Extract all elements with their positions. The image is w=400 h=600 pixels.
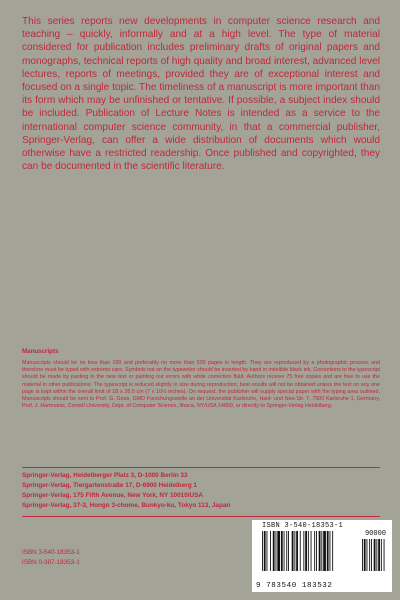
isbn-list — [22, 548, 80, 568]
divider-top — [22, 467, 380, 468]
address-berlin: Springer-Verlag, Heidelberger Platz 3, D-1000 Berlin 33 — [22, 472, 188, 479]
barcode-number: 9 783540 183532 — [256, 582, 333, 590]
publisher-addresses — [22, 471, 380, 511]
divider-bottom — [22, 516, 380, 517]
series-description: This series reports new developments in computer science research and teaching – quickly, informally and at a high level. The type of material considered for publication includes preliminary drafts of original papers and monographs, technical reports of high quality and broad interest, advanced level lectures, reports of meetings, provided they are of exceptional interest and focused on a single topic. The timeliness of a manuscript is more important than its form which may be unfinished or tentative. If possible, a subject index should be included. Publication of Lecture Notes is intended as a service to the international computer science community, in that a commercial publisher, Springer-Verlag, can offer a wide distribution of documents which would otherwise have a restricted readership. Once published and copyrighted, they can be documented in the scientific literature. — [22, 16, 380, 173]
manuscripts-heading: Manuscripts — [22, 348, 59, 355]
isbn-springer-new-york: ISBN 0-387-18353-1 — [22, 559, 80, 566]
manuscripts-text: Manuscripts should be no less than 100 and preferably no more than 500 pages in length. They are reproduced by a photographic process and therefore must be typed with extreme care. Symbols not on the typewriter should be inserted by hand in indelible black ink. Corrections to the typescript should be made by pasting in the new text or painting out errors with white correction fluid. Authors receive 75 free copies and are free to use the material in other publications. The typescript is reduced slightly in size during reproduction; best results will not be obtained unless the text on any one page is kept within the overall limit of 18 x 26.5 cm (7 x 10½ inches). On request, the publisher will supply special paper with the typing area outlined. Manuscripts should be sent to Prof. G. Goos, GMD Forschungsstelle an der Universität Karlsruhe, Haid- und Neu-Str. 7, 7500 Karlsruhe 1, Germany, Prof. J. Hartmanis, Cornell University, Dept. of Computer Science, Ithaca, NY/USA 14850, or directly to Springer-Verlag Heidelberg. — [22, 360, 380, 410]
barcode-bars — [262, 531, 386, 577]
address-heidelberg: Springer-Verlag, Tiergartenstraße 17, D-6900 Heidelberg 1 — [22, 482, 197, 490]
address-tokyo: Springer-Verlag, 37-3, Hongo 3-chome, Bunkyo-ku, Tokyo 113, Japan — [22, 502, 231, 510]
barcode-isbn-text: ISBN 3-540-18353-1 — [262, 522, 344, 530]
barcode-label — [252, 520, 392, 592]
address-new-york: Springer-Verlag, 175 Fifth Avenue, New York, NY 10010/USA — [22, 492, 204, 500]
isbn-springer-berlin: ISBN 3-540-18353-1 — [22, 549, 80, 556]
manuscripts-section — [22, 348, 380, 410]
barcode-price-addon: 90000 — [364, 530, 386, 538]
